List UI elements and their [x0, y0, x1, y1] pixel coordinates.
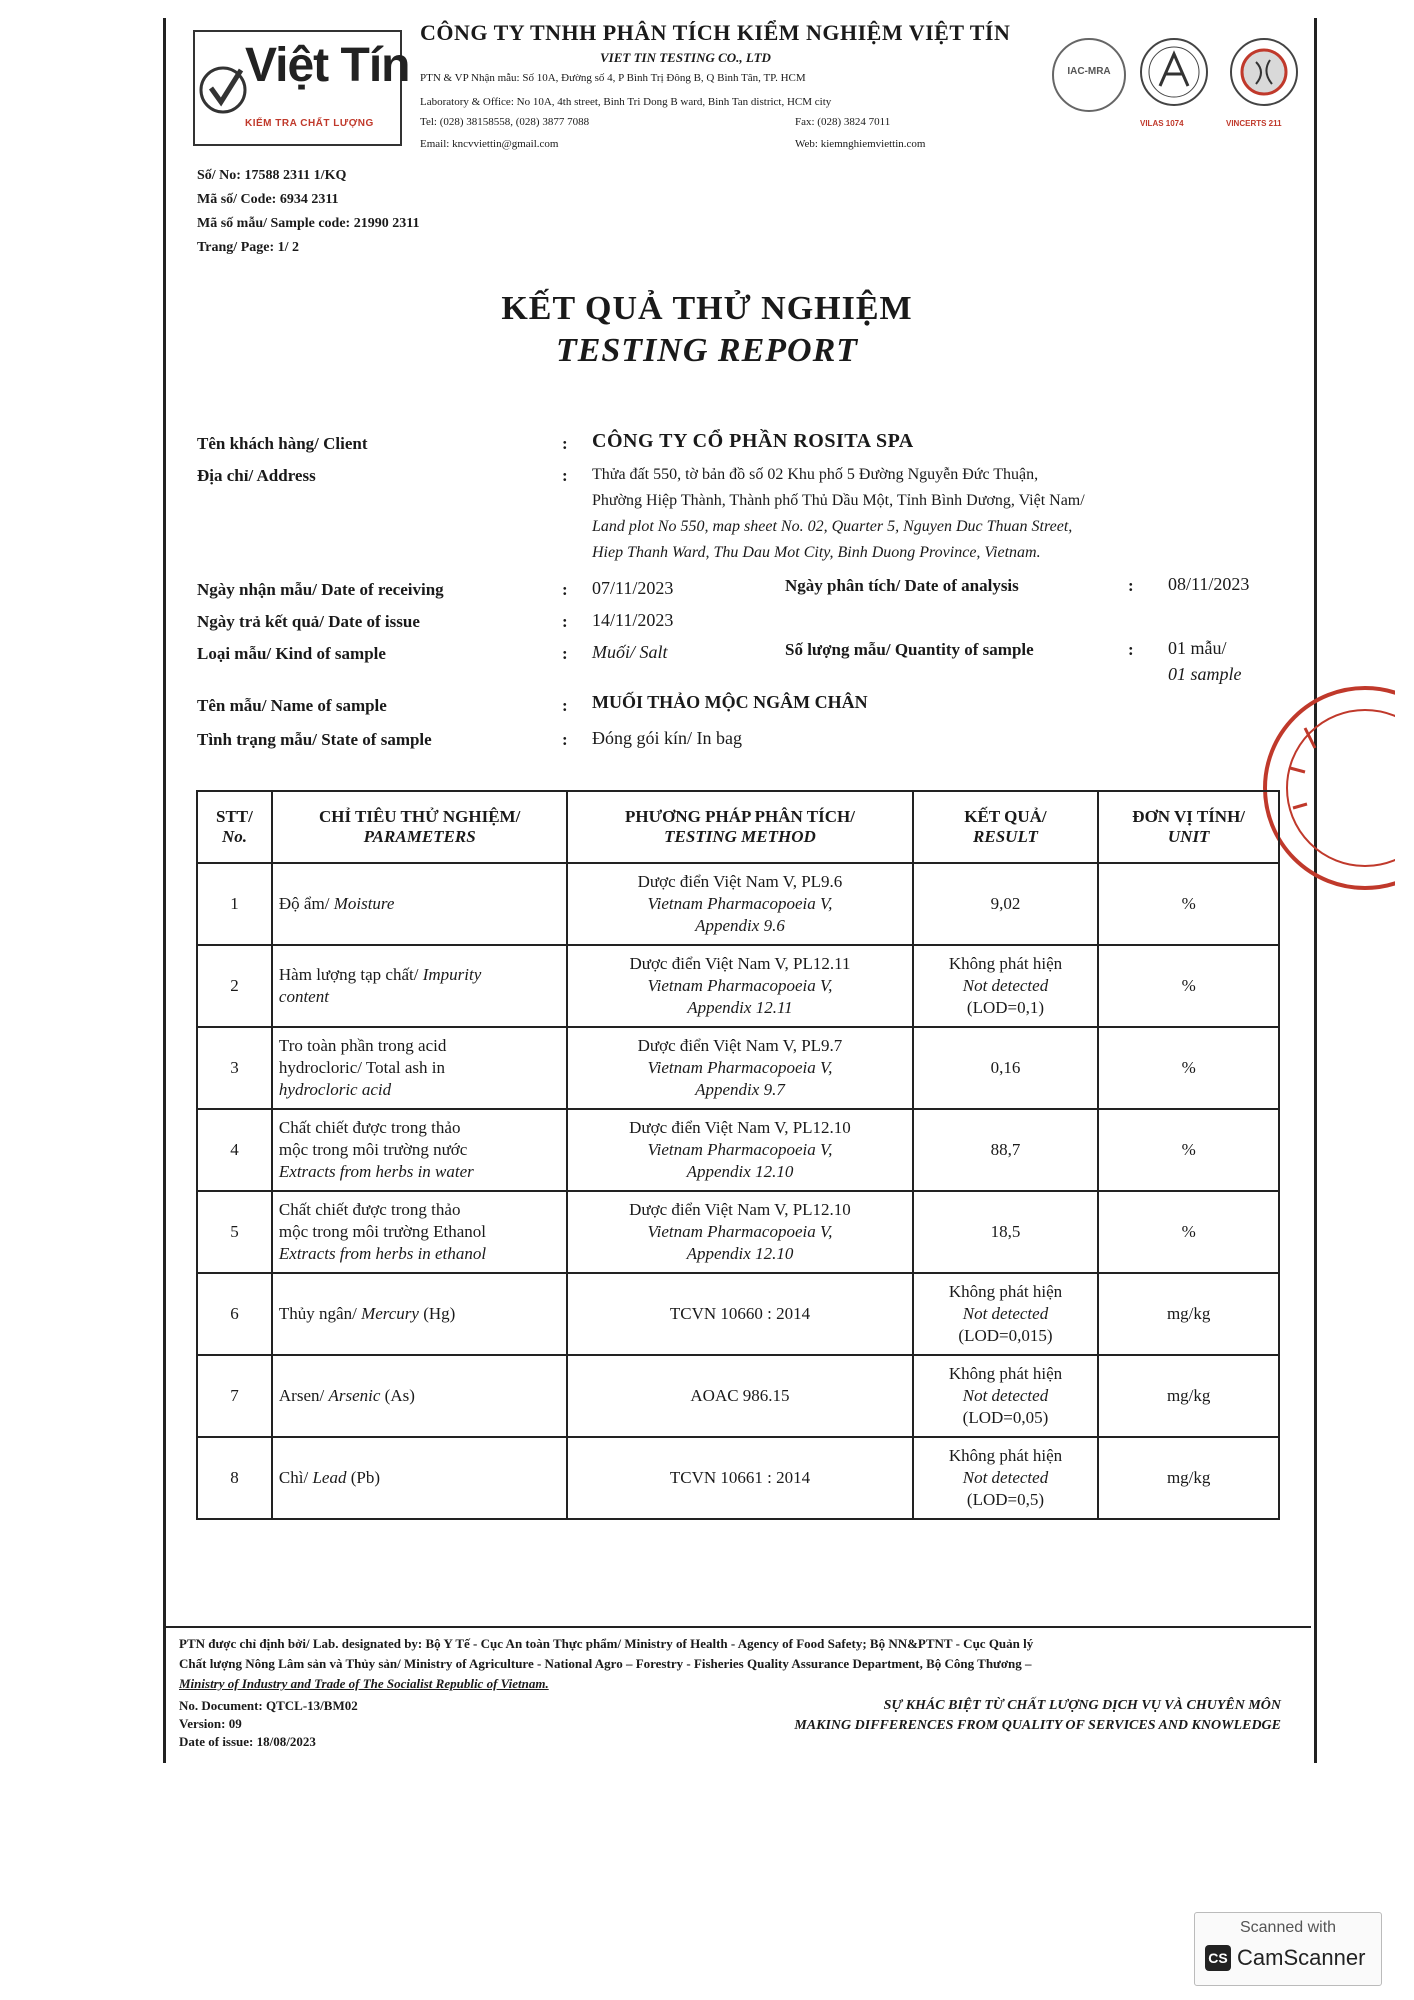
issue-date: 14/11/2023 — [592, 610, 674, 630]
row-number: 4 — [197, 1109, 272, 1191]
table-header-row — [197, 791, 1279, 863]
row-number: 3 — [197, 1027, 272, 1109]
colon-separator: : — [562, 466, 568, 485]
unit-cell: % — [1098, 1027, 1279, 1109]
address-vi-line-1: Thửa đất 550, tờ bản đồ số 02 Khu phố 5 Đường Nguyễn Đức Thuận, — [592, 466, 1039, 483]
method-cell: Dược điển Việt Nam V, PL12.10 Vietnam Pharmacopoeia V, Appendix 12.10 — [567, 1191, 912, 1273]
report-title-vi: KẾT QUẢ THỬ NGHIỆM — [501, 290, 913, 327]
header-method: PHƯƠNG PHÁP PHÂN TÍCH/ TESTING METHOD — [567, 791, 912, 863]
parameter-cell: Hàm lượng tạp chất/ Impurity content — [272, 945, 567, 1027]
company-email: Email: kncvviettin@gmail.com — [420, 138, 559, 150]
designation-line-2: Chất lượng Nông Lâm sản và Thủy sản/ Ministry of Agriculture - National Agro – Forestry - Fisheries Quality Assurance Department, Bộ Công Thương – — [179, 1656, 1032, 1671]
designation-line-1: PTN được chỉ định bởi/ Lab. designated by: Bộ Y Tế - Cục An toàn Thực phẩm/ Ministry of Health - Agency of Food Safety; Bộ NN&PTNT - Cục Quản lý — [179, 1636, 1034, 1651]
parameter-cell: Chất chiết được trong thảo mộc trong môi trường nước Extracts from herbs in water — [272, 1109, 567, 1191]
results-table — [196, 790, 1280, 1520]
parameter-cell: Độ ẩm/ Moisture — [272, 863, 567, 945]
parameter-cell: Tro toàn phần trong acid hydrocloric/ Total ash in hydrocloric acid — [272, 1027, 567, 1109]
result-cell: Không phát hiện Not detected (LOD=0,05) — [913, 1355, 1099, 1437]
quantity-line-2: 01 sample — [1168, 664, 1242, 684]
analysis-date: 08/11/2023 — [1168, 574, 1250, 594]
colon-separator: : — [562, 696, 568, 715]
camscanner-watermark — [1194, 1912, 1382, 1986]
logo-subtitle: KIỂM TRA CHẤT LƯỢNG — [245, 118, 374, 129]
page-number: Trang/ Page: 1/ 2 — [197, 240, 300, 255]
report-title-en: TESTING REPORT — [555, 332, 859, 369]
receiving-date: 07/11/2023 — [592, 578, 674, 598]
method-cell: AOAC 986.15 — [567, 1355, 912, 1437]
row-number: 6 — [197, 1273, 272, 1355]
row-number: 2 — [197, 945, 272, 1027]
header-no: STT/ No. — [197, 791, 272, 863]
company-fax: Fax: (028) 3824 7011 — [795, 116, 891, 128]
report-number: Số/ No: 17588 2311 1/KQ — [197, 168, 347, 183]
slogan-vi: SỰ KHÁC BIỆT TỪ CHẤT LƯỢNG DỊCH VỤ VÀ CHUYÊN MÔN — [883, 1698, 1281, 1713]
result-cell: Không phát hiện Not detected (LOD=0,1) — [913, 945, 1099, 1027]
result-cell: 18,5 — [913, 1191, 1099, 1273]
vincerts-seal-icon — [1226, 34, 1302, 114]
logo-text: Việt Tín — [245, 39, 410, 92]
table-row — [197, 863, 1279, 945]
slogan-en: MAKING DIFFERENCES FROM QUALITY OF SERVICES AND KNOWLEDGE — [794, 1718, 1281, 1733]
client-label: Tên khách hàng/ Client — [197, 434, 368, 453]
company-name-en: VIET TIN TESTING CO., LTD — [600, 50, 771, 65]
report-code: Mã số/ Code: 6934 2311 — [197, 192, 339, 207]
result-cell: 9,02 — [913, 863, 1099, 945]
issue-date-label: Ngày trả kết quả/ Date of issue — [197, 612, 420, 631]
vilas-label: VILAS 1074 — [1140, 119, 1184, 128]
unit-cell: % — [1098, 1109, 1279, 1191]
table-row — [197, 945, 1279, 1027]
row-number: 8 — [197, 1437, 272, 1519]
method-cell: Dược điển Việt Nam V, PL9.7 Vietnam Pharmacopoeia V, Appendix 9.7 — [567, 1027, 912, 1109]
result-cell: Không phát hiện Not detected (LOD=0,5) — [913, 1437, 1099, 1519]
document-number: No. Document: QTCL-13/BM02 — [179, 1698, 358, 1713]
client-name: CÔNG TY CỔ PHẦN ROSITA SPA — [592, 430, 914, 452]
colon-separator: : — [562, 434, 568, 453]
table-row — [197, 1027, 1279, 1109]
sample-code: Mã số mẫu/ Sample code: 21990 2311 — [197, 216, 420, 231]
sample-name-label: Tên mẫu/ Name of sample — [197, 696, 387, 715]
method-cell: TCVN 10660 : 2014 — [567, 1273, 912, 1355]
address-en-line-2: Hiep Thanh Ward, Thu Dau Mot City, Binh Duong Province, Vietnam. — [592, 544, 1041, 561]
scanned-with-text: Scanned with — [1239, 1919, 1337, 1936]
sample-state: Đóng gói kín/ In bag — [592, 728, 742, 748]
unit-cell: % — [1098, 945, 1279, 1027]
table-row — [197, 1191, 1279, 1273]
colon-separator: : — [562, 730, 568, 749]
kind-value: Muối/ Salt — [592, 642, 668, 662]
ilac-mra-seal-icon: IAC-MRA — [1052, 38, 1126, 112]
camscanner-brand — [1205, 1945, 1377, 1971]
address-vi-line-2: Phường Hiệp Thành, Thành phố Thủ Dầu Một, Tỉnh Bình Dương, Việt Nam/ — [592, 492, 1085, 509]
company-tel: Tel: (028) 38158558, (028) 3877 7088 — [420, 116, 590, 128]
quantity-label: Số lượng mẫu/ Quantity of sample — [785, 640, 1034, 659]
method-cell: Dược điển Việt Nam V, PL12.11 Vietnam Pharmacopoeia V, Appendix 12.11 — [567, 945, 912, 1027]
method-cell: Dược điển Việt Nam V, PL12.10 Vietnam Pharmacopoeia V, Appendix 12.10 — [567, 1109, 912, 1191]
camscanner-logo-icon: CS — [1205, 1945, 1231, 1971]
sample-state-label: Tình trạng mẫu/ State of sample — [197, 730, 432, 749]
colon-separator: : — [1128, 576, 1134, 595]
quantity-line-1: 01 mẫu/ — [1168, 638, 1227, 658]
analysis-date-label: Ngày phân tích/ Date of analysis — [785, 576, 1019, 595]
document-version: Version: 09 — [179, 1716, 242, 1731]
header-parameters: CHỈ TIÊU THỬ NGHIỆM/ PARAMETERS — [272, 791, 567, 863]
kind-label: Loại mẫu/ Kind of sample — [197, 644, 386, 663]
address-label: Địa chỉ/ Address — [197, 466, 316, 485]
result-cell: Không phát hiện Not detected (LOD=0,015) — [913, 1273, 1099, 1355]
method-cell: TCVN 10661 : 2014 — [567, 1437, 912, 1519]
table-row — [197, 1273, 1279, 1355]
method-cell: Dược điển Việt Nam V, PL9.6 Vietnam Pharmacopoeia V, Appendix 9.6 — [567, 863, 912, 945]
parameter-cell: Thủy ngân/ Mercury (Hg) — [272, 1273, 567, 1355]
table-row — [197, 1109, 1279, 1191]
parameter-cell: Chất chiết được trong thảo mộc trong môi trường Ethanol Extracts from herbs in ethanol — [272, 1191, 567, 1273]
unit-cell: mg/kg — [1098, 1273, 1279, 1355]
colon-separator: : — [562, 580, 568, 599]
unit-cell: mg/kg — [1098, 1355, 1279, 1437]
sample-name: MUỐI THẢO MỘC NGÂM CHÂN — [592, 692, 868, 712]
receiving-date-label: Ngày nhận mẫu/ Date of receiving — [197, 580, 444, 599]
table-row — [197, 1437, 1279, 1519]
row-number: 5 — [197, 1191, 272, 1273]
address-en-line-1: Land plot No 550, map sheet No. 02, Quarter 5, Nguyen Duc Thuan Street, — [592, 518, 1073, 535]
header-unit: ĐƠN VỊ TÍNH/ UNIT — [1098, 791, 1279, 863]
company-web: Web: kiemnghiemviettin.com — [795, 138, 926, 150]
company-address-en: Laboratory & Office: No 10A, 4th street, Binh Tri Dong B ward, Binh Tan district, HCM city — [420, 96, 832, 108]
vincerts-label: VINCERTS 211 — [1226, 119, 1282, 128]
result-cell: 88,7 — [913, 1109, 1099, 1191]
company-name-vi: CÔNG TY TNHH PHÂN TÍCH KIỂM NGHIỆM VIỆT TÍN — [420, 20, 1011, 45]
unit-cell: % — [1098, 863, 1279, 945]
designation-line-3: Ministry of Industry and Trade of The Socialist Republic of Vietnam. — [179, 1676, 549, 1691]
unit-cell: % — [1098, 1191, 1279, 1273]
company-address-vi: PTN & VP Nhận mẫu: Số 10A, Đường số 4, P Bình Trị Đông B, Q Bình Tân, TP. HCM — [420, 72, 806, 84]
colon-separator: : — [1128, 640, 1134, 659]
parameter-cell: Chì/ Lead (Pb) — [272, 1437, 567, 1519]
vilas-seal-icon — [1136, 34, 1212, 114]
colon-separator: : — [562, 612, 568, 631]
row-number: 1 — [197, 863, 272, 945]
result-cell: 0,16 — [913, 1027, 1099, 1109]
unit-cell: mg/kg — [1098, 1437, 1279, 1519]
parameter-cell: Arsen/ Arsenic (As) — [272, 1355, 567, 1437]
row-number: 7 — [197, 1355, 272, 1437]
camscanner-name: CamScanner — [1237, 1945, 1366, 1970]
colon-separator: : — [562, 644, 568, 663]
table-row — [197, 1355, 1279, 1437]
footer-divider — [163, 1626, 1311, 1628]
header-result: KẾT QUẢ/ RESULT — [913, 791, 1099, 863]
document-issue-date: Date of issue: 18/08/2023 — [179, 1734, 316, 1749]
